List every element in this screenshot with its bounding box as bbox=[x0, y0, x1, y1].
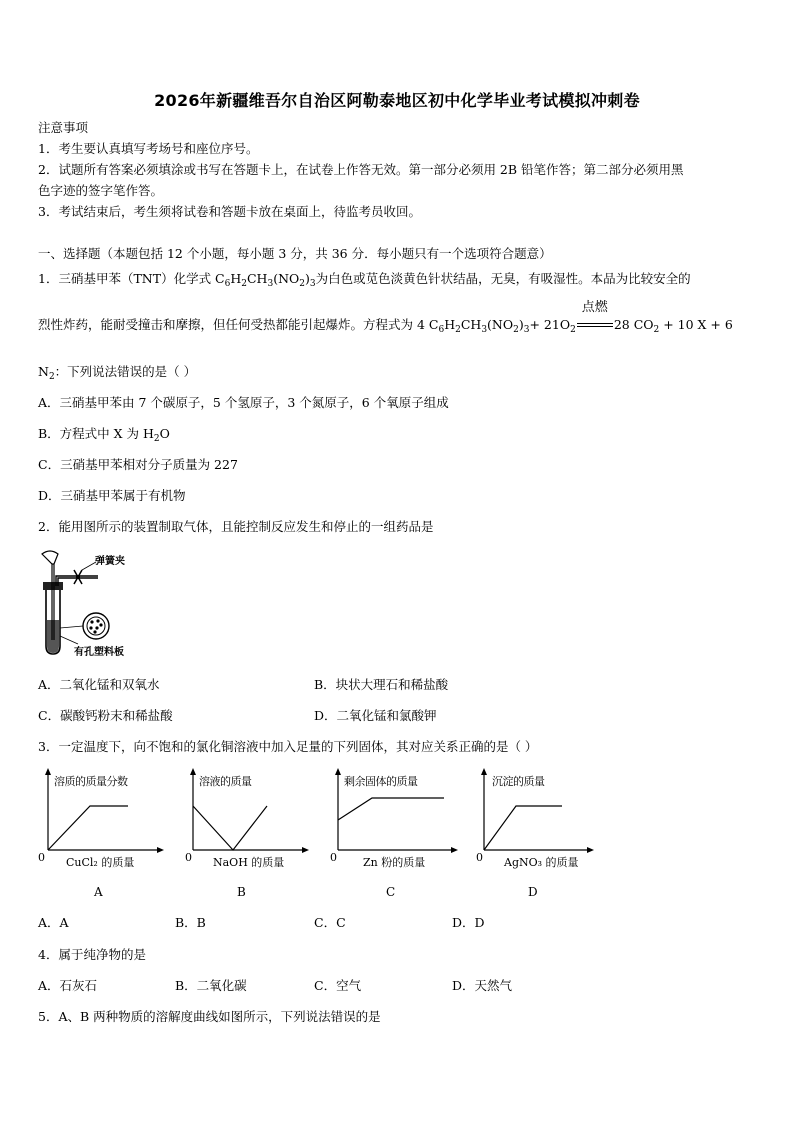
graph-c-letter: C bbox=[386, 885, 396, 899]
exam-title: 2026年新疆维吾尔自治区阿勒泰地区初中化学毕业考试模拟冲刺卷 bbox=[154, 91, 640, 110]
q3-stem: 3．一定温度下，向不饱和的氯化铜溶液中加入足量的下列固体，其对应关系正确的是（ ） bbox=[38, 739, 538, 754]
q1-option-b[interactable]: B．方程式中 X 为 $H_2O$ bbox=[38, 426, 170, 444]
graph-c bbox=[326, 766, 466, 901]
q1-option-b-tail: O bbox=[159, 426, 170, 441]
q4-stem: 4．属于纯净物的是 bbox=[38, 947, 146, 962]
graph-d-letter: D bbox=[528, 885, 538, 899]
q2-option-a[interactable]: A．二氧化锰和双氧水 bbox=[38, 677, 160, 692]
graph-d-ylabel: 沉淀的质量 bbox=[492, 775, 545, 788]
q3-option-d[interactable]: D．D bbox=[452, 915, 485, 930]
graph-c-origin: 0 bbox=[330, 851, 337, 864]
q1-stem-line3: $N_2$：下列说法错误的是（ ） bbox=[38, 364, 197, 382]
q1-option-b-text: B．方程式中 X 为 H bbox=[38, 426, 154, 441]
q1-option-d[interactable]: D．三硝基甲苯属于有机物 bbox=[38, 488, 186, 503]
q3-option-b[interactable]: B．B bbox=[175, 915, 206, 930]
apparatus-figure bbox=[38, 550, 138, 660]
q4-option-c[interactable]: C．空气 bbox=[314, 978, 362, 993]
q2-option-b[interactable]: B．块状大理石和稀盐酸 bbox=[314, 677, 449, 692]
q2-option-d[interactable]: D．二氧化锰和氯酸钾 bbox=[314, 708, 437, 723]
graph-b-letter: B bbox=[237, 885, 246, 899]
q3-option-c[interactable]: C．C bbox=[314, 915, 346, 930]
q5-stem: 5．A、B 两种物质的溶解度曲线如图所示，下列说法错误的是 bbox=[38, 1009, 381, 1024]
q1-option-a[interactable]: A．三硝基甲苯由 7 个碳原子，5 个氢原子，3 个氮原子，6 个氧原子组成 bbox=[38, 395, 449, 410]
q1-text: + 21O bbox=[529, 317, 571, 332]
graph-d-xlabel: AgNO₃ 的质量 bbox=[504, 856, 579, 869]
q2-stem: 2．能用图所示的装置制取气体，且能控制反应发生和停止的一组药品是 bbox=[38, 519, 434, 534]
notice-item: 色字迹的签字笔作答。 bbox=[38, 183, 164, 198]
q1-text: ：下列说法错误的是（ ） bbox=[54, 364, 197, 379]
graph-d-origin: 0 bbox=[476, 851, 483, 864]
plate-label: 有孔塑料板 bbox=[74, 647, 124, 658]
q1-text: 1．三硝基甲苯（TNT）化学式 C bbox=[38, 271, 225, 286]
graph-b-origin: 0 bbox=[185, 851, 192, 864]
q4-option-b[interactable]: B．二氧化碳 bbox=[175, 978, 247, 993]
q1-option-c[interactable]: C．三硝基甲苯相对分子质量为 227 bbox=[38, 457, 238, 472]
clip-label: 弹簧夹 bbox=[95, 556, 125, 567]
reaction-arrow bbox=[577, 300, 613, 333]
graph-c-ylabel: 剩余固体的质量 bbox=[344, 775, 418, 788]
section-heading: 一、选择题（本题包括 12 个小题，每小题 3 分，共 36 分．每小题只有一个选项符合题意） bbox=[38, 246, 552, 261]
q1-stem-line2: 烈性炸药，能耐受撞击和摩擦，但任何受热都能引起爆炸。方程式为 4 $C_6H_2CH_3(NO_2)_3+ 21O_2$ 点燃 28 $CO_2 + 10$ X + 6 bbox=[38, 300, 733, 335]
q1-text: N bbox=[38, 364, 49, 379]
notice-heading: 注意事项 bbox=[38, 120, 89, 135]
q4-option-a[interactable]: A．石灰石 bbox=[38, 978, 98, 993]
q1-stem-line1: 1．三硝基甲苯（TNT）化学式 $C_6H_2CH_3(NO_2)_3$为白色或苋色淡黄色针状结晶，无臭，有吸湿性。本品为比较安全的 bbox=[38, 271, 691, 289]
graph-a-ylabel: 溶质的质量分数 bbox=[54, 775, 128, 788]
notice-item: 2．试题所有答案必须填涂或书写在答题卡上，在试卷上作答无效。第一部分必须用 2B 铅笔作答；第二部分必须用黑 bbox=[38, 162, 684, 177]
graph-d bbox=[472, 766, 602, 901]
notice-item: 3．考试结束后，考生须将试卷和答题卡放在桌面上，待监考员收回。 bbox=[38, 204, 421, 219]
q3-option-a[interactable]: A．A bbox=[38, 915, 69, 930]
notice-item: 1．考生要认真填写考场号和座位序号。 bbox=[38, 141, 259, 156]
graph-a-xlabel: CuCl₂ 的质量 bbox=[66, 856, 135, 869]
q1-text: 为白色或苋色淡黄色针状结晶，无臭，有吸湿性。本品为比较安全的 bbox=[315, 271, 691, 286]
q1-text: + 10 X + 6 bbox=[659, 317, 733, 332]
graph-b-ylabel: 溶液的质量 bbox=[199, 775, 252, 788]
graph-c-xlabel: Zn 粉的质量 bbox=[363, 856, 426, 869]
reaction-condition: 点燃 bbox=[581, 300, 608, 315]
q1-text: 28 CO bbox=[613, 317, 654, 332]
q1-text: 烈性炸药，能耐受撞击和摩擦，但任何受热都能引起爆炸。方程式为 4 C bbox=[38, 317, 439, 332]
graph-a bbox=[36, 766, 166, 901]
graph-a-letter: A bbox=[94, 885, 103, 899]
graph-b-xlabel: NaOH 的质量 bbox=[213, 856, 285, 869]
graph-a-origin: 0 bbox=[38, 851, 45, 864]
graph-b bbox=[181, 766, 311, 901]
q2-option-c[interactable]: C．碳酸钙粉末和稀盐酸 bbox=[38, 708, 173, 723]
q4-option-d[interactable]: D．天然气 bbox=[452, 978, 513, 993]
